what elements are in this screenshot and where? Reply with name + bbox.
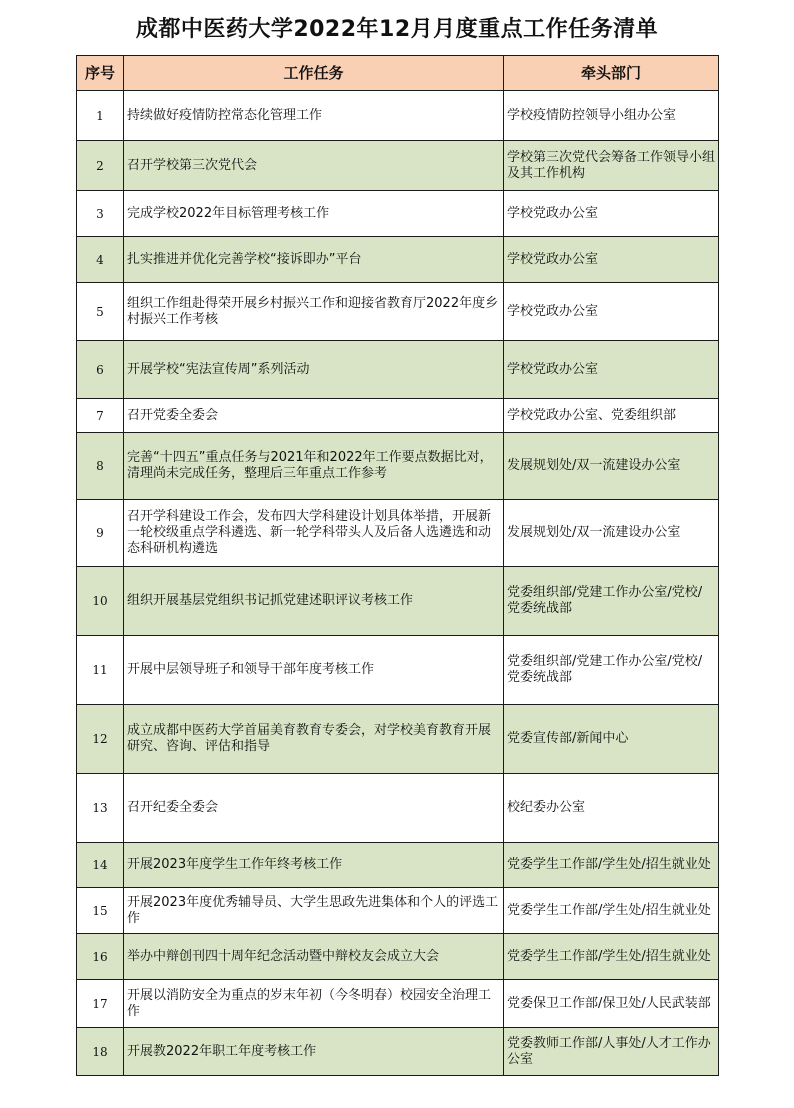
row-number: 5 — [77, 283, 124, 341]
row-task: 完成学校2022年目标管理考核工作 — [124, 191, 504, 237]
row-department: 党委组织部/党建工作办公室/党校/党委统战部 — [504, 567, 719, 636]
header-num: 序号 — [77, 56, 124, 91]
row-task: 召开纪委全委会 — [124, 774, 504, 843]
table-row — [77, 567, 719, 636]
row-number: 3 — [77, 191, 124, 237]
row-number: 15 — [77, 888, 124, 934]
table-row — [77, 341, 719, 399]
row-number: 13 — [77, 774, 124, 843]
row-department: 党委宣传部/新闻中心 — [504, 705, 719, 774]
table-row — [77, 141, 719, 191]
table-row — [77, 888, 719, 934]
table-row — [77, 774, 719, 843]
row-department: 党委学生工作部/学生处/招生就业处 — [504, 888, 719, 934]
table-row — [77, 843, 719, 888]
row-number: 6 — [77, 341, 124, 399]
table-row — [77, 636, 719, 705]
row-department: 学校党政办公室、党委组织部 — [504, 399, 719, 433]
row-department: 学校党政办公室 — [504, 237, 719, 283]
row-number: 2 — [77, 141, 124, 191]
row-number: 9 — [77, 500, 124, 567]
row-department: 学校党政办公室 — [504, 283, 719, 341]
page-title: 成都中医药大学2022年12月月度重点工作任务清单 — [135, 17, 659, 42]
table-row — [77, 1028, 719, 1076]
row-department: 发展规划处/双一流建设办公室 — [504, 500, 719, 567]
row-task: 开展2023年度优秀辅导员、大学生思政先进集体和个人的评选工作 — [124, 888, 504, 934]
row-task: 开展教2022年职工年度考核工作 — [124, 1028, 504, 1076]
task-table — [76, 55, 719, 1076]
header-task: 工作任务 — [124, 56, 504, 91]
row-task: 开展学校“宪法宣传周”系列活动 — [124, 341, 504, 399]
row-number: 12 — [77, 705, 124, 774]
row-department: 党委保卫工作部/保卫处/人民武装部 — [504, 980, 719, 1028]
table-row — [77, 399, 719, 433]
row-department: 校纪委办公室 — [504, 774, 719, 843]
row-department: 学校党政办公室 — [504, 341, 719, 399]
row-department: 学校党政办公室 — [504, 191, 719, 237]
row-department: 学校第三次党代会筹备工作领导小组及其工作机构 — [504, 141, 719, 191]
row-task: 开展2023年度学生工作年终考核工作 — [124, 843, 504, 888]
row-number: 17 — [77, 980, 124, 1028]
row-task: 召开学校第三次党代会 — [124, 141, 504, 191]
row-number: 8 — [77, 433, 124, 500]
row-task: 持续做好疫情防控常态化管理工作 — [124, 91, 504, 141]
table-row — [77, 91, 719, 141]
row-task: 召开党委全委会 — [124, 399, 504, 433]
row-department: 学校疫情防控领导小组办公室 — [504, 91, 719, 141]
row-number: 7 — [77, 399, 124, 433]
row-task: 举办中辩创刊四十周年纪念活动暨中辩校友会成立大会 — [124, 934, 504, 980]
row-task: 开展中层领导班子和领导干部年度考核工作 — [124, 636, 504, 705]
row-task: 成立成都中医药大学首届美育教育专委会，对学校美育教育开展研究、咨询、评估和指导 — [124, 705, 504, 774]
row-number: 10 — [77, 567, 124, 636]
row-task: 开展以消防安全为重点的岁末年初（今冬明春）校园安全治理工作 — [124, 980, 504, 1028]
row-number: 16 — [77, 934, 124, 980]
table-header-row — [77, 56, 719, 91]
table-row — [77, 237, 719, 283]
table-row — [77, 934, 719, 980]
table-row — [77, 283, 719, 341]
row-number: 14 — [77, 843, 124, 888]
row-task: 完善“十四五”重点任务与2021年和2022年工作要点数据比对，清理尚未完成任务，整理后三年重点工作参考 — [124, 433, 504, 500]
row-number: 11 — [77, 636, 124, 705]
row-task: 组织开展基层党组织书记抓党建述职评议考核工作 — [124, 567, 504, 636]
table-row — [77, 980, 719, 1028]
row-department: 党委学生工作部/学生处/招生就业处 — [504, 843, 719, 888]
row-department: 党委教师工作部/人事处/人才工作办公室 — [504, 1028, 719, 1076]
table-row — [77, 191, 719, 237]
row-department: 发展规划处/双一流建设办公室 — [504, 433, 719, 500]
table-row — [77, 705, 719, 774]
row-task: 扎实推进并优化完善学校“接诉即办”平台 — [124, 237, 504, 283]
row-number: 4 — [77, 237, 124, 283]
table-row — [77, 433, 719, 500]
row-number: 1 — [77, 91, 124, 141]
table-row — [77, 500, 719, 567]
row-task: 召开学科建设工作会，发布四大学科建设计划具体举措，开展新一轮校级重点学科遴选、新一轮学科带头人及后备人选遴选和动态科研机构遴选 — [124, 500, 504, 567]
row-department: 党委组织部/党建工作办公室/党校/党委统战部 — [504, 636, 719, 705]
header-dept: 牵头部门 — [504, 56, 719, 91]
row-task: 组织工作组赴得荣开展乡村振兴工作和迎接省教育厅2022年度乡村振兴工作考核 — [124, 283, 504, 341]
row-number: 18 — [77, 1028, 124, 1076]
row-department: 党委学生工作部/学生处/招生就业处 — [504, 934, 719, 980]
table-body — [77, 91, 719, 1076]
